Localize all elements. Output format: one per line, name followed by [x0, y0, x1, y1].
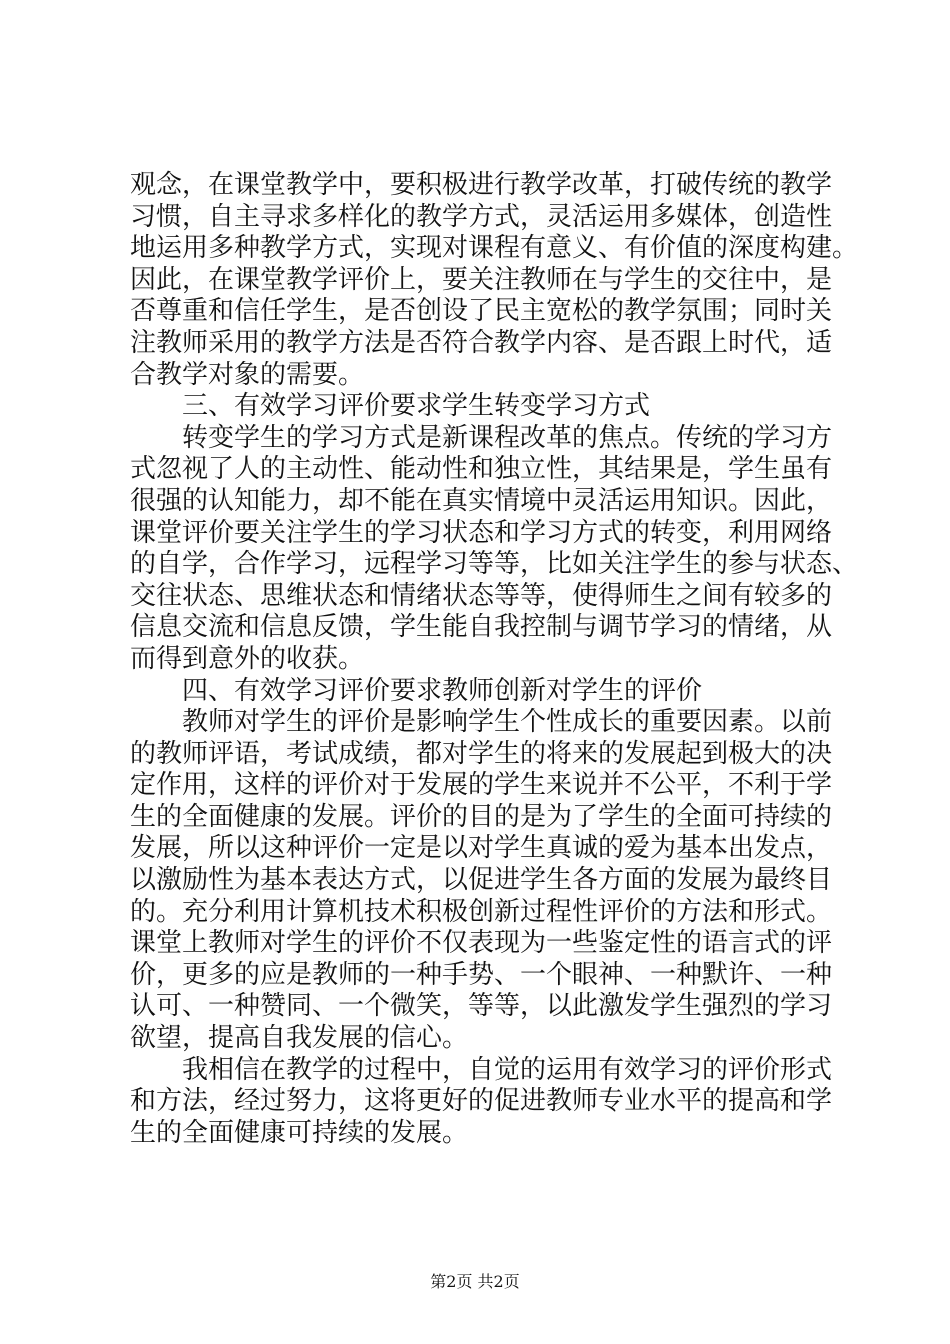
text-line: 转变学生的学习方式是新课程改革的焦点。传统的学习方: [182, 422, 833, 453]
text-line: 生的全面健康可持续的发展。: [130, 1117, 469, 1148]
section-heading: 四、有效学习评价要求教师创新对学生的评价: [182, 675, 703, 706]
text-line: 我相信在教学的过程中，自觉的运用有效学习的评价形式: [182, 1054, 833, 1085]
text-line: 很强的认知能力，却不能在真实情境中灵活运用知识。因此，: [130, 485, 833, 516]
text-line: 价，更多的应是教师的一种手势、一个眼神、一种默许、一种: [130, 959, 833, 990]
text-line: 以激励性为基本表达方式，以促进学生各方面的发展为最终目: [130, 865, 833, 896]
body-text: [130, 170, 859, 1149]
page-footer: 第2页 共2页: [430, 1272, 520, 1291]
text-line: 课堂上教师对学生的评价不仅表现为一些鉴定性的语言式的评: [130, 928, 833, 959]
text-line: 的自学，合作学习，远程学习等等，比如关注学生的参与状态、: [130, 549, 859, 580]
text-line: 观念，在课堂教学中，要积极进行教学改革，打破传统的教学: [130, 170, 833, 200]
text-line: 课堂评价要关注学生的学习状态和学习方式的转变，利用网络: [130, 517, 833, 548]
text-line: 生的全面健康的发展。评价的目的是为了学生的全面可持续的: [130, 801, 833, 832]
text-line: 的教师评语，考试成绩，都对学生的将来的发展起到极大的决: [130, 738, 833, 769]
text-line: 地运用多种教学方式，实现对课程有意义、有价值的深度构建。: [130, 233, 859, 264]
text-line: 合教学对象的需要。: [130, 359, 365, 390]
text-line: 的。充分利用计算机技术积极创新过程性评价的方法和形式。: [130, 896, 833, 927]
text-line: 信息交流和信息反馈，学生能自我控制与调节学习的情绪，从: [130, 612, 833, 643]
text-line: 因此，在课堂教学评价上，要关注教师在与学生的交往中，是: [130, 264, 833, 295]
text-line: 注教师采用的教学方法是否符合教学内容、是否跟上时代，适: [130, 327, 833, 358]
text-line: 教师对学生的评价是影响学生个性成长的重要因素。以前: [182, 707, 833, 738]
text-line: 式忽视了人的主动性、能动性和独立性，其结果是，学生虽有: [130, 454, 833, 485]
text-line: 习惯，自主寻求多样化的教学方式，灵活运用多媒体，创造性: [130, 201, 833, 232]
text-line: 认可、一种赞同、一个微笑，等等，以此激发学生强烈的学习: [130, 991, 833, 1022]
text-line: 定作用，这样的评价对于发展的学生来说并不公平，不利于学: [130, 770, 833, 801]
text-line: 和方法，经过努力，这将更好的促进教师专业水平的提高和学: [130, 1086, 833, 1117]
text-line: 否尊重和信任学生，是否创设了民主宽松的教学氛围；同时关: [130, 296, 833, 327]
section-heading: 三、有效学习评价要求学生转变学习方式: [182, 391, 651, 422]
text-line: 欲望，提高自我发展的信心。: [130, 1023, 469, 1054]
text-line: 而得到意外的收获。: [130, 643, 365, 674]
text-line: 发展，所以这种评价一定是以对学生真诚的爱为基本出发点，: [130, 833, 833, 864]
text-line: 交往状态、思维状态和情绪状态等等，使得师生之间有较多的: [130, 580, 833, 611]
